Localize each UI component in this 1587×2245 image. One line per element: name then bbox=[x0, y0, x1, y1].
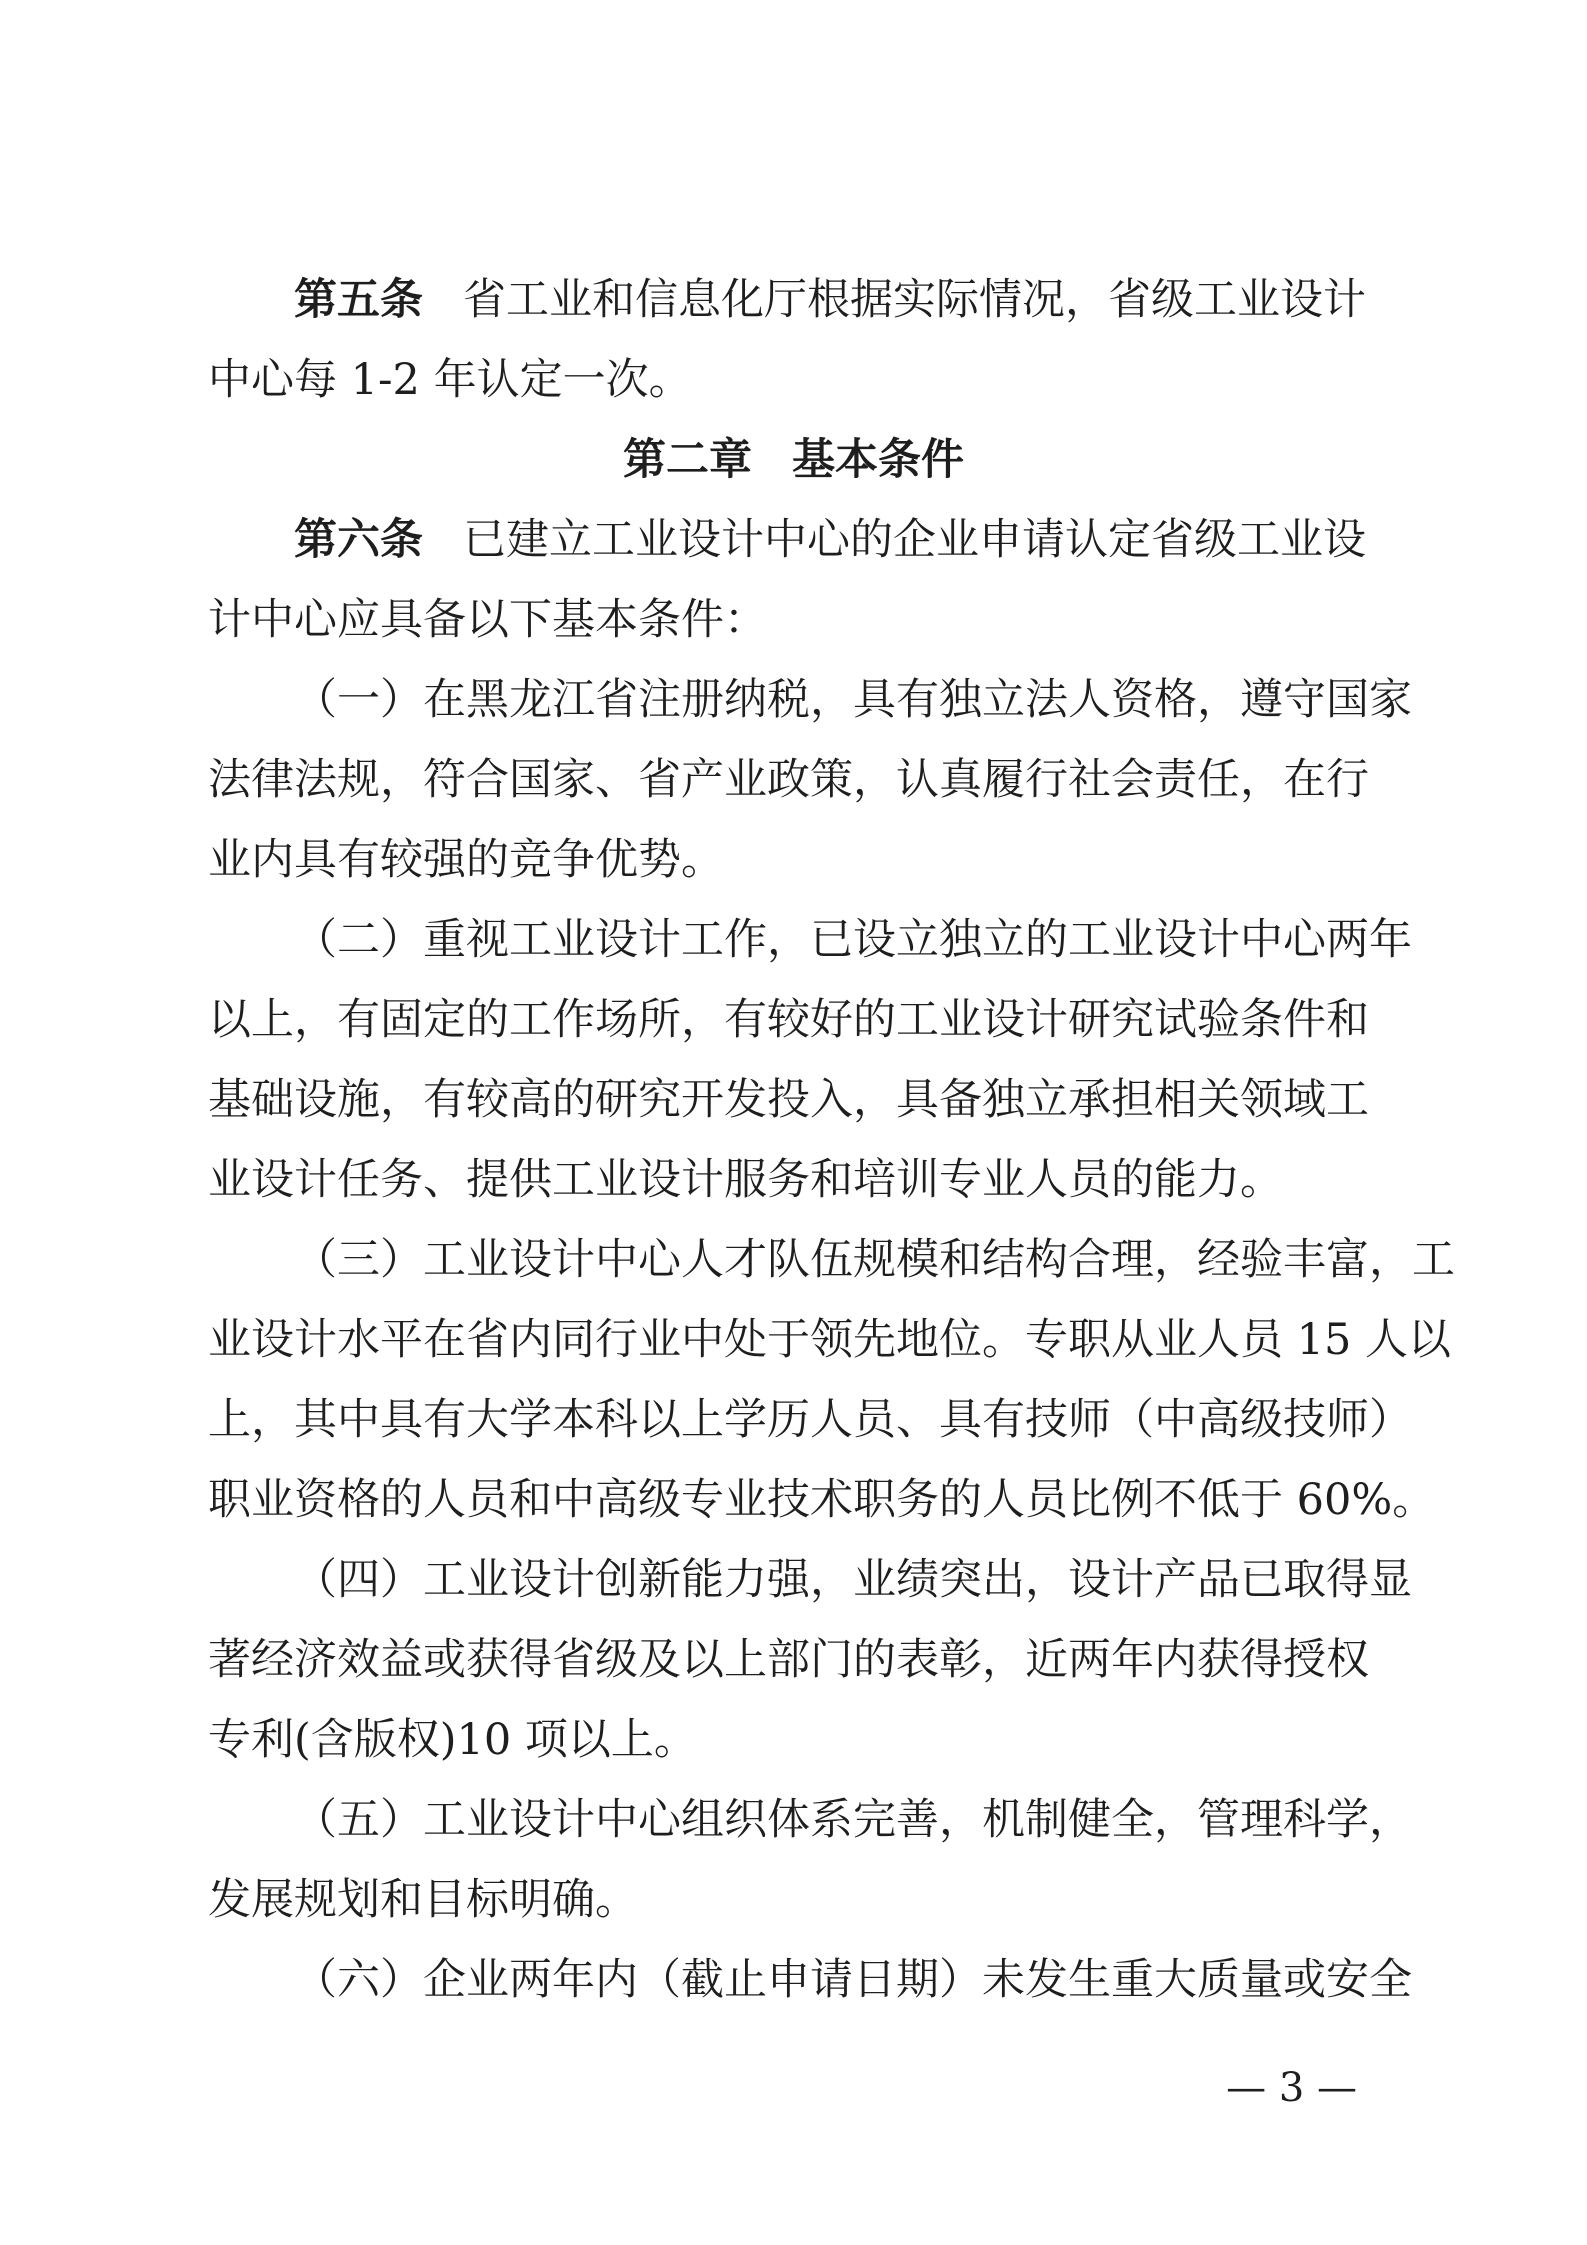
article-5-text-1: 省工业和信息化厅根据实际情况，省级工业设计 bbox=[463, 275, 1366, 325]
item-2 bbox=[208, 900, 1412, 1220]
item-5-line-2: 发展规划和目标明确。 bbox=[208, 1875, 638, 1925]
item-6 bbox=[208, 1940, 1412, 2020]
item-2-line-3: 基础设施，有较高的研究开发投入，具备独立承担相关领域工 bbox=[208, 1075, 1369, 1125]
article-5-line-1 bbox=[208, 260, 1365, 340]
item-5-line-1: （五）工业设计中心组织体系完善，机制健全，管理科学， bbox=[294, 1795, 1412, 1845]
item-4 bbox=[208, 1540, 1412, 1780]
item-2-line-4: 业设计任务、提供工业设计服务和培训专业人员的能力。 bbox=[208, 1155, 1283, 1205]
item-3-line-3: 上，其中具有大学本科以上学历人员、具有技师（中高级技师） bbox=[208, 1395, 1412, 1445]
item-1-line-2: 法律法规，符合国家、省产业政策，认真履行社会责任，在行 bbox=[208, 755, 1369, 805]
item-3 bbox=[208, 1220, 1455, 1540]
chapter-number: 第二章 bbox=[623, 435, 752, 485]
item-3-line-1: （三）工业设计中心人才队伍规模和结构合理，经验丰富，工 bbox=[294, 1235, 1455, 1285]
item-5 bbox=[208, 1780, 1412, 1940]
item-4-line-1: （四）工业设计创新能力强，业绩突出，设计产品已取得显 bbox=[294, 1555, 1412, 1605]
item-3-line-4: 职业资格的人员和中高级专业技术职务的人员比例不低于 60%。 bbox=[208, 1475, 1436, 1525]
article-6-line-2: 计中心应具备以下基本条件： bbox=[208, 595, 767, 645]
article-6-line-1 bbox=[208, 500, 1365, 580]
item-1-line-3: 业内具有较强的竞争优势。 bbox=[208, 835, 724, 885]
article-5-label: 第五条 bbox=[294, 275, 423, 325]
page-number: — 3 — bbox=[1226, 2065, 1357, 2111]
article-6-label: 第六条 bbox=[294, 515, 423, 565]
chapter-heading bbox=[0, 420, 1587, 500]
item-1 bbox=[208, 660, 1412, 900]
item-4-line-2: 著经济效益或获得省级及以上部门的表彰，近两年内获得授权 bbox=[208, 1635, 1369, 1685]
item-6-line-1: （六）企业两年内（截止申请日期）未发生重大质量或安全 bbox=[294, 1955, 1412, 2005]
item-3-line-2: 业设计水平在省内同行业中处于领先地位。专职从业人员 15 人以 bbox=[208, 1315, 1452, 1365]
item-2-line-2: 以上，有固定的工作场所，有较好的工业设计研究试验条件和 bbox=[208, 995, 1369, 1045]
item-4-line-3: 专利(含版权)10 项以上。 bbox=[208, 1715, 697, 1765]
article-6 bbox=[208, 500, 1365, 660]
item-2-line-1: （二）重视工业设计工作，已设立独立的工业设计中心两年 bbox=[294, 915, 1412, 965]
article-6-text-1: 已建立工业设计中心的企业申请认定省级工业设 bbox=[463, 515, 1366, 565]
chapter-title: 基本条件 bbox=[792, 435, 964, 485]
article-5 bbox=[208, 260, 1365, 420]
item-1-line-1: （一）在黑龙江省注册纳税，具有独立法人资格，遵守国家 bbox=[294, 675, 1412, 725]
article-5-line-2: 中心每 1-2 年认定一次。 bbox=[208, 355, 692, 405]
